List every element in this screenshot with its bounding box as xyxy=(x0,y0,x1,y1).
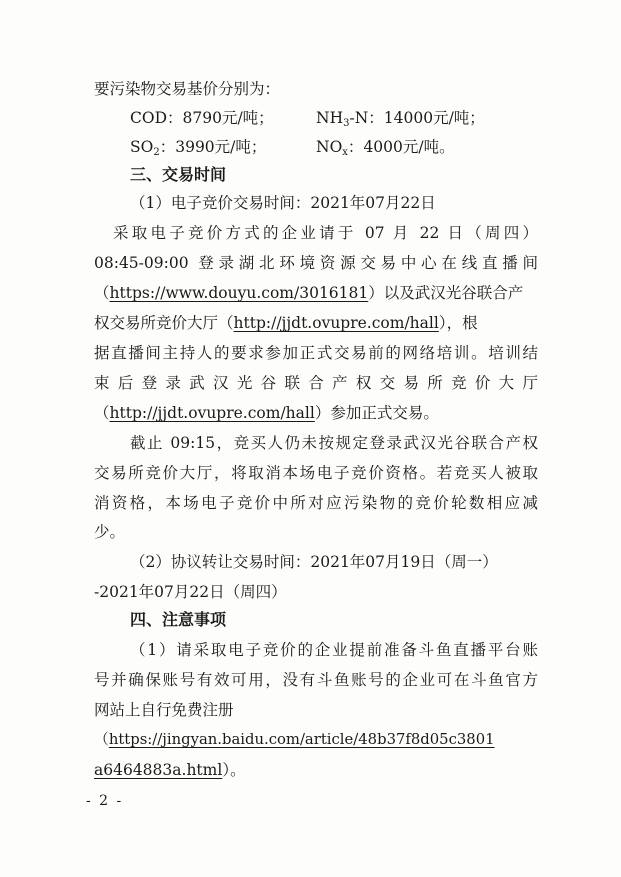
s3-p2-line3: 消资格，本场电子竞价中所对应污染物的竞价轮数相应减 xyxy=(94,494,538,512)
s3-p1-line4-tail: ），根 xyxy=(438,314,478,332)
s3-item2-line2: -2021年07月22日（周四） xyxy=(94,583,287,601)
s3-p1-line3-tail: ）以及武汉光谷联合产 xyxy=(368,284,524,302)
price-nox xyxy=(316,137,455,163)
hall-link-1[interactable]: http://jjdt.ovupre.com/hall xyxy=(233,314,439,332)
baidu-link-part1[interactable]: https://jingyan.baidu.com/article/48b37f8d05c3801 xyxy=(108,731,495,748)
nox-sub: x xyxy=(342,147,348,158)
nh3-suffix: -N： xyxy=(349,109,384,127)
so2-value: 3990元/吨； xyxy=(175,138,267,156)
s3-p1-line5: 据直播间主持人的要求参加正式交易前的网络培训。培训结 xyxy=(94,344,538,362)
so2-suffix: ： xyxy=(159,138,176,156)
nox-label: NO xyxy=(316,138,343,156)
paren-open: （ xyxy=(94,284,110,302)
s3-p1-line6: 束后登录武汉光谷联合产权交易所竞价大厅 xyxy=(94,374,538,392)
nh3-value: 14000元/吨； xyxy=(383,109,485,127)
douyu-link[interactable]: https://www.douyu.com/3016181 xyxy=(109,284,369,302)
nh3-sub: 3 xyxy=(343,118,350,129)
s3-p1-line4 xyxy=(94,313,478,333)
s4-p1-line5 xyxy=(94,760,246,780)
intro-line: 要污染物交易基价分别为： xyxy=(94,80,281,98)
hall-link-2[interactable]: http://jjdt.ovupre.com/hall xyxy=(109,404,315,422)
page-number: - 2 - xyxy=(86,793,124,809)
s3-p1-line3 xyxy=(94,283,523,303)
paren-open-2: （ xyxy=(94,404,110,422)
price-so2 xyxy=(130,137,266,163)
so2-sub: 2 xyxy=(153,147,160,158)
nh3-label: NH xyxy=(316,109,344,127)
cod-label: COD： xyxy=(130,109,183,127)
s3-p1-line7-tail: ）参加正式交易。 xyxy=(314,404,439,422)
s3-p2-line2: 交易所竞价大厅，将取消本场电子竞价资格。若竞买人被取 xyxy=(94,464,538,482)
s3-p1-line4-head: 权交易所竞价大厅（ xyxy=(94,314,234,332)
s3-item2-line1: （2）协议转让交易时间：2021年07月19日（周一） xyxy=(130,553,498,571)
paren-open-3: （ xyxy=(94,731,109,748)
price-nh3 xyxy=(316,108,485,134)
so2-label: SO xyxy=(130,138,154,156)
s4-p1-line5-tail: ）。 xyxy=(222,761,246,779)
s3-p2-line1: 截止 09:15，竞买人仍未按规定登录武汉光谷联合产权 xyxy=(130,434,538,452)
section-title-notes: 四、注意事项 xyxy=(130,610,227,629)
price-cod xyxy=(130,108,274,128)
s3-item1: （1）电子竞价交易时间：2021年07月22日 xyxy=(130,194,436,212)
s3-p2-line4: 少。 xyxy=(94,523,126,541)
s4-p1-line4 xyxy=(94,730,495,750)
nox-suffix: ： xyxy=(347,138,364,156)
s4-p1-line1: （1）请采取电子竞价的企业提前准备斗鱼直播平台账 xyxy=(130,641,538,659)
nox-value: 4000元/吨。 xyxy=(363,138,455,156)
cod-value: 8790元/吨； xyxy=(182,109,274,127)
section-title-trading-time: 三、交易时间 xyxy=(130,165,227,184)
s3-p1-line7 xyxy=(94,403,439,423)
s3-p1-line2: 08:45-09:00 登录湖北环境资源交易中心在线直播间 xyxy=(94,254,538,272)
s3-p1-line1: 采取电子竞价方式的企业请于 07 月 22 日（周四） xyxy=(113,224,538,242)
s4-p1-line2: 号并确保账号有效可用，没有斗鱼账号的企业可在斗鱼官方 xyxy=(94,671,538,689)
baidu-link-part2[interactable]: a6464883a.html xyxy=(94,761,223,779)
s4-p1-line3: 网站上自行免费注册 xyxy=(94,701,234,719)
